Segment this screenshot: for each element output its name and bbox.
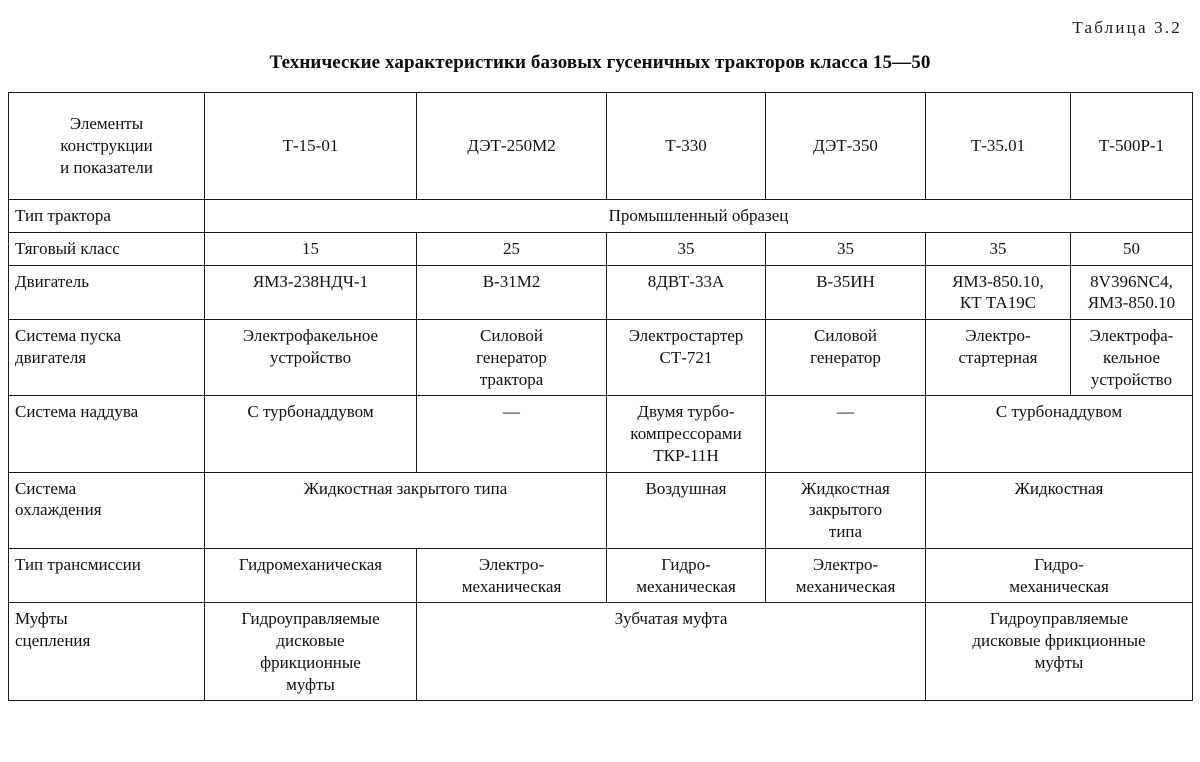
cell-cooling-c4-line3: типа [828,522,863,541]
row-label-cooling-system [9,472,205,548]
header-cell-t-330: Т-330 [607,93,766,200]
cell-transmission-c2-line2: механическая [461,576,562,596]
cell-start-c2 [417,320,607,396]
cell-clutch-c1-line3: фрикционные [260,652,361,672]
cell-tractor-type-all: Промышленный образец [205,200,1193,233]
table-row [9,320,1193,396]
cell-start-c1 [205,320,417,396]
cell-boost-c3-line3: ТКР-11Н [653,445,719,465]
cell-engine-c6-line2: ЯМЗ-850.10 [1087,293,1176,313]
row-label-transmission-type: Тип трансмиссии [9,548,205,603]
cell-traction-class-c6: 50 [1071,232,1193,265]
cell-transmission-c3-line1: Гидро- [661,554,711,574]
cell-start-c6-line1: Электрофа- [1089,326,1174,345]
row-label-clutches-line1: Муфты [15,609,68,629]
cell-cooling-c4 [766,472,926,548]
table-number-label: Таблица 3.2 [1072,18,1182,37]
cell-transmission-c2 [417,548,607,603]
cell-boost-c2: — [417,396,607,472]
row-label-engine-start-line1: Система пуска [15,326,122,345]
cell-start-c3 [607,320,766,396]
cell-engine-c6 [1071,265,1193,320]
cell-transmission-c4-line1: Электро- [812,554,879,574]
cell-transmission-c56 [926,548,1193,603]
row-label-engine-start-line2: двигателя [15,347,87,367]
cell-start-c6-line3: устройство [1090,369,1173,389]
header-cell-t-15-01: Т-15-01 [205,93,417,200]
header-parameters-line3: и показатели [60,157,153,177]
cell-traction-class-c4: 35 [766,232,926,265]
cell-traction-class-c3: 35 [607,232,766,265]
cell-traction-class-c2: 25 [417,232,607,265]
cell-cooling-c4-line1: Жидкостная [801,478,890,498]
row-label-clutches-line2: сцепления [15,631,91,650]
table-row [9,548,1193,603]
cell-start-c6 [1071,320,1193,396]
cell-clutch-c1-line2: дисковые [276,631,345,650]
row-label-tractor-type: Тип трактора [9,200,205,233]
header-parameters-line2: конструкции [60,136,153,156]
table-row [9,396,1193,472]
cell-clutch-c1-line4: муфты [286,674,335,694]
cell-clutch-c67-line2: дисковые фрикционные [972,631,1146,650]
cell-transmission-c56-line1: Гидро- [1034,554,1084,574]
row-label-traction-class: Тяговый класс [9,232,205,265]
cell-boost-c3-line1: Двумя турбо- [637,402,735,422]
cell-boost-c4: — [766,396,926,472]
cell-start-c5 [926,320,1071,396]
cell-engine-c2: В-31М2 [417,265,607,320]
table-row [9,265,1193,320]
cell-start-c1-line2: устройство [269,347,352,367]
cell-cooling-c3: Воздушная [607,472,766,548]
row-label-cooling-line2: охлаждения [15,500,102,520]
header-cell-t-500r-1: Т-500Р-1 [1071,93,1193,200]
cell-clutch-c67-line3: муфты [1034,652,1084,672]
cell-start-c3-line2: СТ-721 [659,347,713,367]
cell-clutch-c67 [926,603,1193,701]
table-row [9,472,1193,548]
cell-cooling-c12: Жидкостная закрытого типа [205,472,607,548]
row-label-clutches [9,603,205,701]
cell-engine-c5 [926,265,1071,320]
cell-start-c4-line2: генератор [810,347,881,367]
header-cell-t-35-01: Т-35.01 [926,93,1071,200]
header-cell-det-350: ДЭТ-350 [766,93,926,200]
table-row [9,232,1193,265]
cell-engine-c4: В-35ИН [766,265,926,320]
cell-start-c4 [766,320,926,396]
cell-boost-c56: С турбонаддувом [926,396,1193,472]
cell-traction-class-c1: 15 [205,232,417,265]
table-row [9,200,1193,233]
table-row [9,603,1193,701]
header-parameters-line1: Элементы [69,114,144,134]
cell-start-c5-line1: Электро- [965,326,1031,345]
cell-transmission-c4-line2: механическая [795,576,896,596]
row-label-cooling-line1: Система [15,478,77,498]
specifications-table [8,92,1193,701]
cell-engine-c1: ЯМЗ-238НДЧ-1 [205,265,417,320]
cell-clutch-c67-line1: Гидроуправляемые [989,609,1129,629]
cell-start-c2-line1: Силовой [480,326,543,345]
cell-start-c2-line2: генератор [476,347,547,367]
cell-engine-c3: 8ДВТ-33А [607,265,766,320]
cell-start-c3-line1: Электростартер [628,326,744,345]
cell-boost-c3 [607,396,766,472]
cell-start-c4-line1: Силовой [814,326,877,345]
cell-transmission-c3 [607,548,766,603]
table-container [8,92,1192,701]
cell-traction-class-c5: 35 [926,232,1071,265]
row-label-engine-start-system [9,320,205,396]
cell-clutch-c2345: Зубчатая муфта [417,603,926,701]
cell-start-c2-line3: трактора [479,369,544,389]
cell-start-c6-line2: кельное [1103,347,1160,367]
header-cell-det-250m2: ДЭТ-250М2 [417,93,607,200]
table-caption: Технические характеристики базовых гусеничных тракторов класса 15—50 [269,52,931,73]
cell-boost-c3-line2: компрессорами [630,424,742,443]
cell-engine-c5-line2: КТ ТА19С [959,293,1037,313]
cell-clutch-c1-line1: Гидроуправляемые [241,609,380,629]
cell-transmission-c3-line2: механическая [636,576,736,596]
cell-clutch-c1 [205,603,417,701]
cell-start-c5-line2: стартерная [958,347,1038,367]
header-cell-parameters [9,93,205,200]
cell-engine-c6-line1: 8V396NC4, [1090,271,1173,291]
row-label-boost-system: Система наддува [9,396,205,472]
cell-start-c1-line1: Электрофакельное [242,326,379,345]
cell-transmission-c1: Гидромеханическая [205,548,417,603]
cell-engine-c5-line1: ЯМЗ-850.10, [952,271,1044,291]
cell-transmission-c4 [766,548,926,603]
row-label-engine: Двигатель [9,265,205,320]
cell-cooling-c56: Жидкостная [926,472,1193,548]
cell-transmission-c2-line1: Электро- [478,554,545,574]
cell-cooling-c4-line2: закрытого [808,500,883,520]
cell-boost-c1: С турбонаддувом [205,396,417,472]
cell-transmission-c56-line2: механическая [1009,576,1109,596]
table-header-row [9,93,1193,200]
